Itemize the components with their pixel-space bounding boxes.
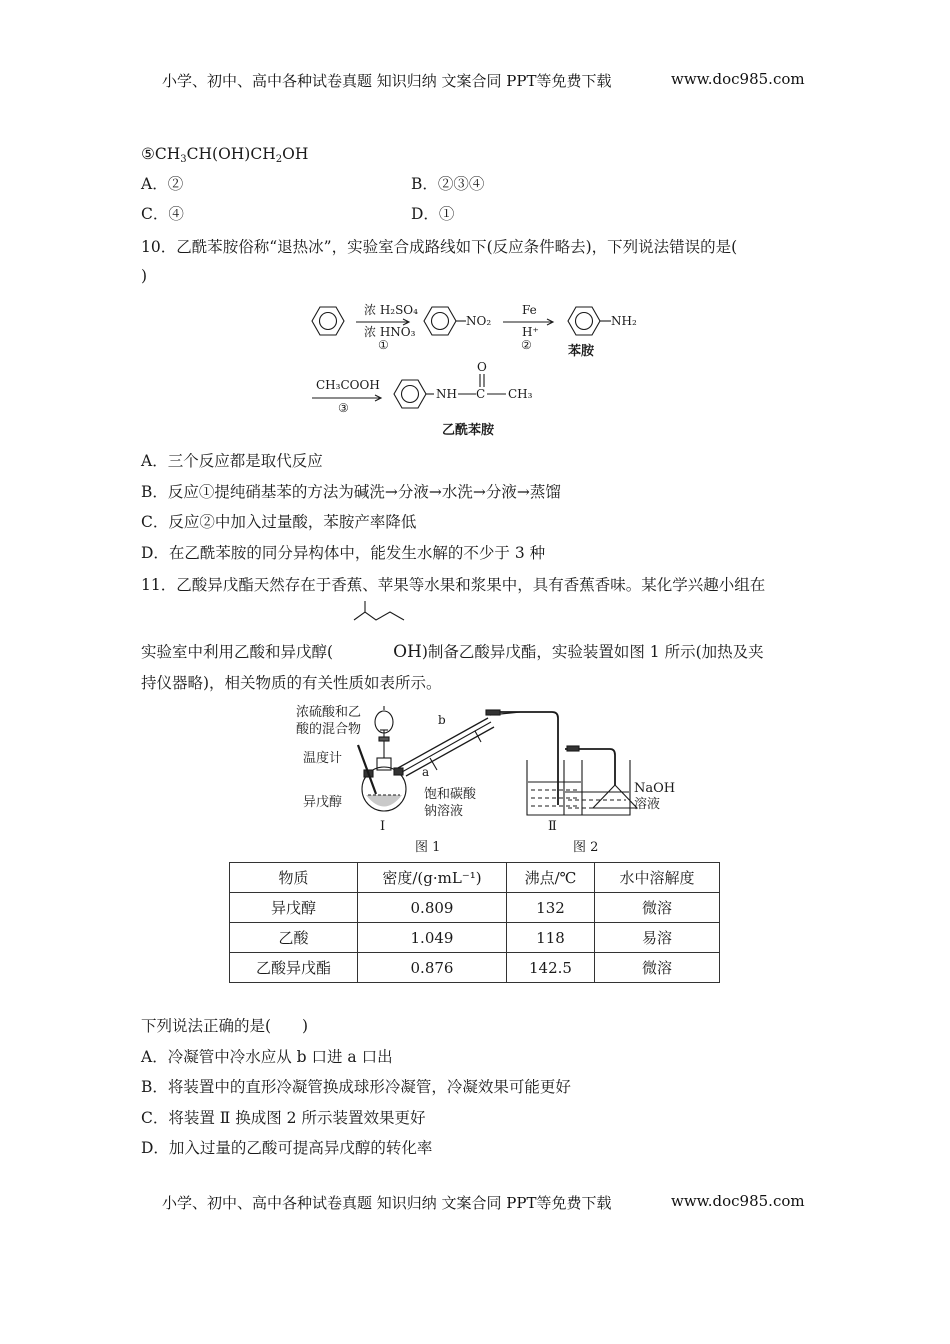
label-acid-mix-1: 浓硫酸和乙 xyxy=(296,705,362,720)
q11-option-a: A．冷凝管中冷水应从 b 口进 a 口出 xyxy=(141,1048,393,1066)
beaker-2 xyxy=(527,760,582,815)
label-roman-2: Ⅱ xyxy=(548,819,557,834)
q10-option-a: A．三个反应都是取代反应 xyxy=(141,452,323,470)
benzene-ring xyxy=(312,307,344,335)
header-boiling-point: 沸点/℃ xyxy=(507,863,595,893)
q11-option-d: D．加入过量的乙酸可提高异戊醇的转化率 xyxy=(141,1139,433,1157)
table-cell: 微溶 xyxy=(595,953,720,983)
q11-question: 下列说法正确的是( ) xyxy=(141,1017,309,1035)
header-solubility: 水中溶解度 xyxy=(595,863,720,893)
q11-stem: 11．乙酸异戊酯天然存在于香蕉、苹果等水果和浆果中，具有香蕉香味。某化学兴趣小组在 xyxy=(141,576,766,594)
table-cell: 132 xyxy=(507,893,595,923)
q10-option-d: D．在乙酰苯胺的同分异构体中，能发生水解的不少于 3 种 xyxy=(141,544,546,562)
reagent-1-top: 浓 H₂SO₄ xyxy=(364,303,418,317)
label-alcohol: 异戊醇 xyxy=(303,795,343,810)
table-cell: 0.876 xyxy=(358,953,507,983)
nitrobenzene-ring xyxy=(424,307,456,335)
table-cell: 118 xyxy=(507,923,595,953)
q10-option-c: C．反应②中加入过量酸，苯胺产率降低 xyxy=(141,513,417,531)
table-cell: 1.049 xyxy=(358,923,507,953)
step-2-label: ② xyxy=(521,338,532,352)
table-cell: 乙酸 xyxy=(230,923,358,953)
properties-table xyxy=(229,862,720,983)
q11-option-b: B．将装置中的直形冷凝管换成球形冷凝管，冷凝效果可能更好 xyxy=(141,1078,571,1096)
q11-option-c: C．将装置 Ⅱ 换成图 2 所示装置效果更好 xyxy=(141,1109,426,1127)
q11-stem-line3: 持仪器略)，相关物质的有关性质如表所示。 xyxy=(141,674,442,692)
q10-stem-cont: ) xyxy=(141,267,148,285)
table-cell: 异戊醇 xyxy=(230,893,358,923)
table-row xyxy=(230,893,720,923)
header-substance: 物质 xyxy=(230,863,358,893)
reagent-2-top: Fe xyxy=(522,303,537,317)
nitro-group: NO₂ xyxy=(466,314,492,328)
footer-title: 小学、初中、高中各种试卷真题 知识归纳 文案合同 PPT等免费下载 xyxy=(162,1194,612,1212)
q10-option-b: B．反应①提纯硝基苯的方法为碱洗→分液→水洗→分液→蒸馏 xyxy=(141,483,561,501)
table-header-row xyxy=(230,863,720,893)
header-density: 密度/(g·mL⁻¹) xyxy=(358,863,507,893)
apparatus-figure xyxy=(290,700,676,860)
carbonyl-carbon: C xyxy=(476,387,486,401)
caption-figure-2: 图 2 xyxy=(573,840,599,855)
table-cell: 0.809 xyxy=(358,893,507,923)
reagent-2-bottom: H⁺ xyxy=(522,325,539,339)
label-na2co3-1: 饱和碳酸 xyxy=(424,787,477,802)
aniline-label: 苯胺 xyxy=(568,344,595,359)
header-url[interactable]: www.doc985.com xyxy=(671,70,805,88)
table-cell: 乙酸异戊酯 xyxy=(230,953,358,983)
footer-url[interactable]: www.doc985.com xyxy=(671,1192,805,1210)
caption-figure-1: 图 1 xyxy=(415,840,441,855)
q10-stem: 10．乙酰苯胺俗称“退热冰”，实验室合成路线如下(反应条件略去)，下列说法错误的是( xyxy=(141,238,738,256)
step-3-label: ③ xyxy=(338,401,349,415)
acetanilide-ring xyxy=(394,380,426,408)
reagent-3: CH₃COOH xyxy=(316,378,380,392)
header-title: 小学、初中、高中各种试卷真题 知识归纳 文案合同 PPT等免费下载 xyxy=(162,72,612,90)
carbonyl-oxygen: O xyxy=(477,360,487,374)
q9-option-b: B．②③④ xyxy=(411,175,485,193)
label-port-b: b xyxy=(438,713,446,727)
table-cell: 易溶 xyxy=(595,923,720,953)
q9-option-c: C．④ xyxy=(141,205,184,223)
q9-option-a: A．② xyxy=(141,175,184,193)
q9-option-d: D．① xyxy=(411,205,455,223)
nh-group: NH xyxy=(436,387,457,401)
label-na2co3-2: 钠溶液 xyxy=(424,804,464,819)
label-roman-1: Ⅰ xyxy=(380,819,386,834)
label-naoh-1: NaOH xyxy=(634,781,676,796)
table-cell: 微溶 xyxy=(595,893,720,923)
amino-group: NH₂ xyxy=(611,314,637,328)
label-acid-mix-2: 酸的混合物 xyxy=(296,722,362,737)
table-row xyxy=(230,923,720,953)
aniline-ring xyxy=(568,307,600,335)
methyl-group: CH₃ xyxy=(508,387,533,401)
q11-stem-line2: 实验室中利用乙酸和异戊醇( OH)制备乙酸异戊酯，实验装置如图 1 所示(加热及夹 xyxy=(141,642,764,662)
synthesis-scheme xyxy=(300,290,660,450)
acetanilide-label: 乙酰苯胺 xyxy=(442,423,495,438)
table-row xyxy=(230,953,720,983)
isoamyl-alcohol-structure xyxy=(352,600,432,636)
label-port-a: a xyxy=(422,765,430,779)
step-1-label: ① xyxy=(378,338,389,352)
label-thermometer: 温度计 xyxy=(303,751,343,766)
table-cell: 142.5 xyxy=(507,953,595,983)
label-naoh-2: 溶液 xyxy=(634,797,661,812)
reagent-1-bottom: 浓 HNO₃ xyxy=(364,325,416,339)
q9-item-5: $⑤CH_3CH(OH)CH_2OH$ xyxy=(141,145,309,165)
